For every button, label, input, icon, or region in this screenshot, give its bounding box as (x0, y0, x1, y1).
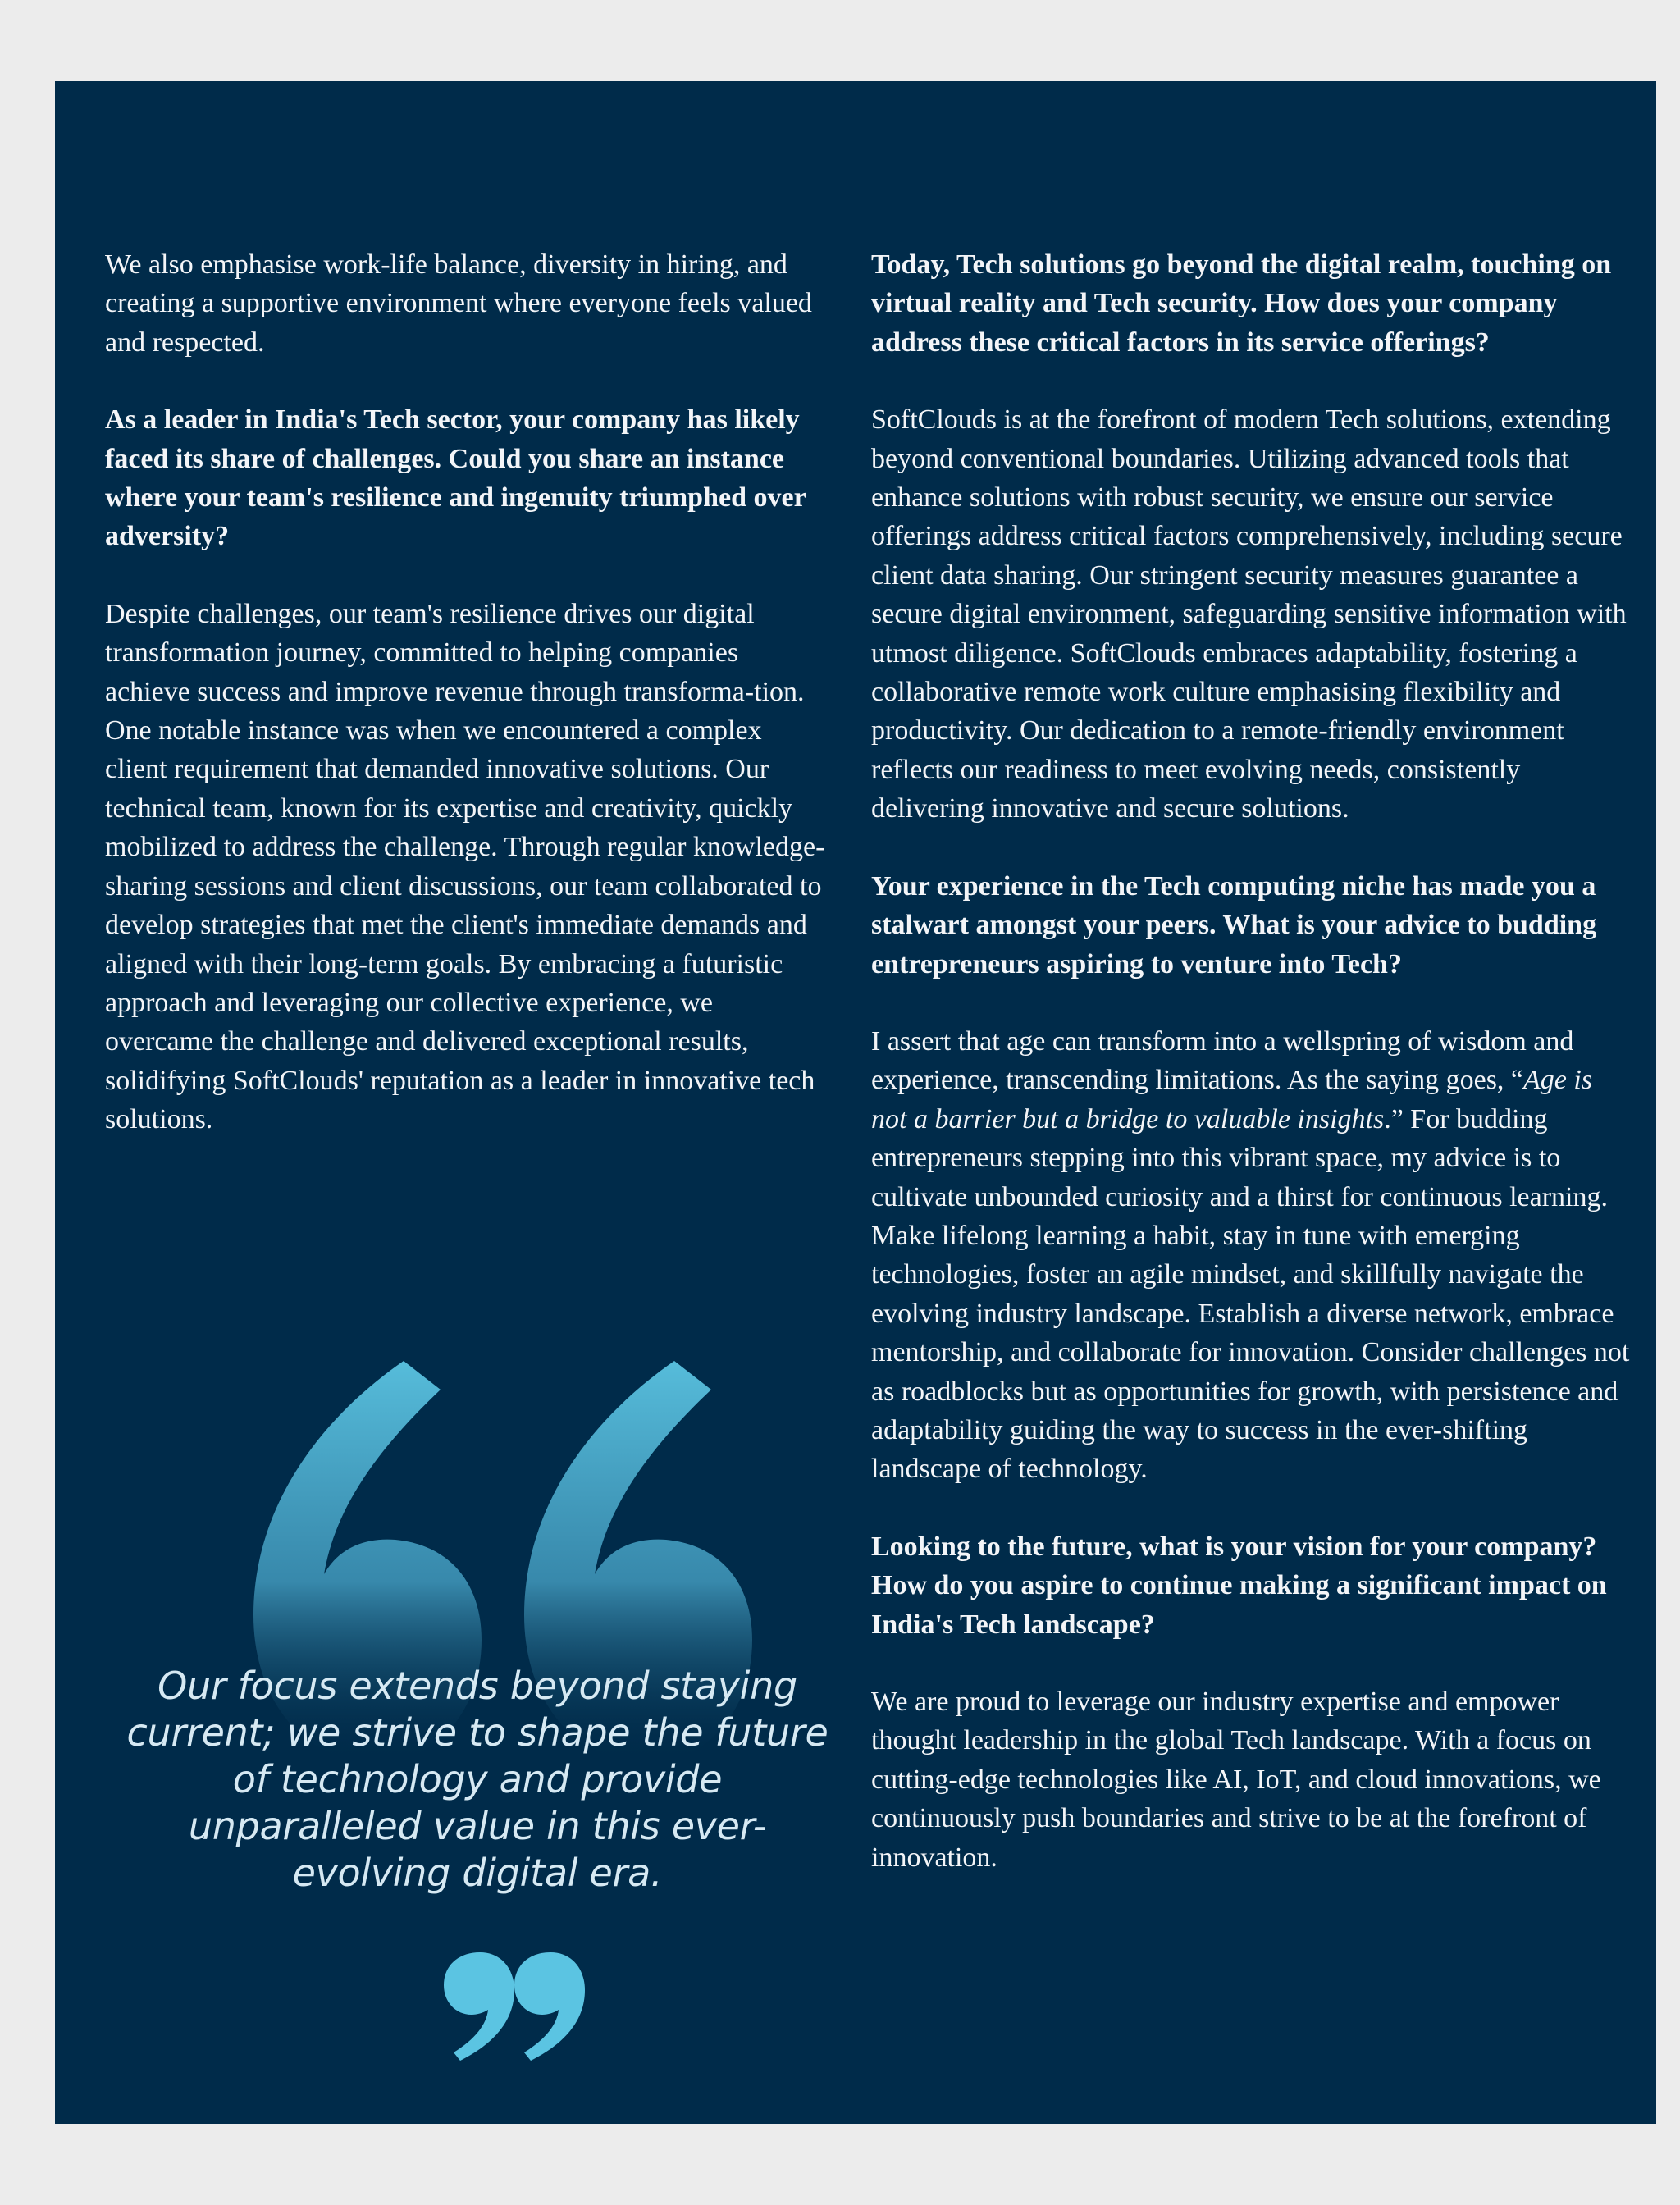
pull-quote: Our focus extends beyond staying current; we strive to shape the future of technology and provide unparalleled value in this ever-evolving digital era. (126, 1664, 829, 1895)
question-advice: Your experience in the Tech computing niche has made you a stalwart amongst your peers. What is your advice to budding entrepreneurs aspiring to venture into Tech? (871, 870, 1597, 979)
right-column (871, 245, 1634, 1915)
left-column (105, 245, 827, 1178)
answer-advice-quote: Age is not a barrier but a bridge to valuable insights (871, 1065, 1593, 1134)
answer-security: SoftClouds is at the forefront of modern Tech solutions, extending beyond conventional boundaries. Utilizing advanced tools that enhance solutions with robust security, we ensure our service offerings address critical factors comprehensively, including secure client data sharing. Our stringent security measures guarantee a secure digital environment, safeguarding sensitive information with utmost diligence. SoftClouds embraces adaptability, fostering a collaborative remote work culture emphasising flexibility and productivity. Our dedication to a remote-friendly environment reflects our readiness to meet evolving needs, consistently delivering innovative and secure solutions. (871, 404, 1627, 824)
answer-advice (871, 1022, 1634, 1489)
answer-advice-post: .” For budding entrepreneurs stepping into this vibrant space, my advice is to cultivate unbounded curiosity and a thirst for continuous learning. Make lifelong learning a habit, stay in tune with emerging technologies, foster an agile mindset, and skillfully navigate the evolving industry landscape. Establish a diverse network, embrace mentorship, and collaborate for innovation. Consider challenges not as roadblocks but as opportunities for growth, with persistence and adaptability guiding the way to success in the ever-shifting landscape of technology. (871, 1103, 1630, 1485)
answer-vision: We are proud to leverage our industry expertise and empower thought leadership in the global Tech landscape. With a focus on cutting-edge technologies like AI, IoT, and cloud innovations, we continuously push boundaries and strive to be at the forefront of innovation. (871, 1687, 1601, 1873)
answer-advice-pre: I assert that age can transform into a wellspring of wisdom and experience, transcending limitations. As the saying goes, “ (871, 1025, 1574, 1096)
magazine-page (55, 81, 1656, 2124)
left-intro-paragraph: We also emphasise work-life balance, diversity in hiring, and creating a supportive environment where everyone feels valued and respected. (105, 249, 812, 358)
question-security: Today, Tech solutions go beyond the digital realm, touching on virtual reality and Tech security. How does your company address these critical factors in its service offerings? (871, 249, 1612, 358)
close-quote-icon (441, 1947, 588, 2062)
close-quote-mark-right (514, 1952, 585, 2061)
question-challenges: As a leader in India's Tech sector, your company has likely faced its share of challenges. Could you share an instance where your team's resilience and ingenuity triumphed over adversity? (105, 404, 806, 552)
close-quote-mark-left (444, 1952, 514, 2061)
answer-challenges: Despite challenges, our team's resilience drives our digital transformation journey, committed to helping companies achieve success and improve revenue through transforma-tion. One notable instance was when we encountered a complex client requirement that demanded innovative solutions. Our technical team, known for its expertise and creativity, quickly mobilized to address the challenge. Through regular knowledge-sharing sessions and client discussions, our team collaborated to develop strategies that met the client's immediate demands and aligned with their long-term goals. By embracing a futuristic approach and leveraging our collective experience, we overcame the challenge and delivered exceptional results, solidifying SoftClouds' reputation as a leader in innovative tech solutions. (105, 598, 825, 1135)
question-vision: Looking to the future, what is your vision for your company? How do you aspire to continue making a significant impact on India's Tech landscape? (871, 1531, 1607, 1640)
